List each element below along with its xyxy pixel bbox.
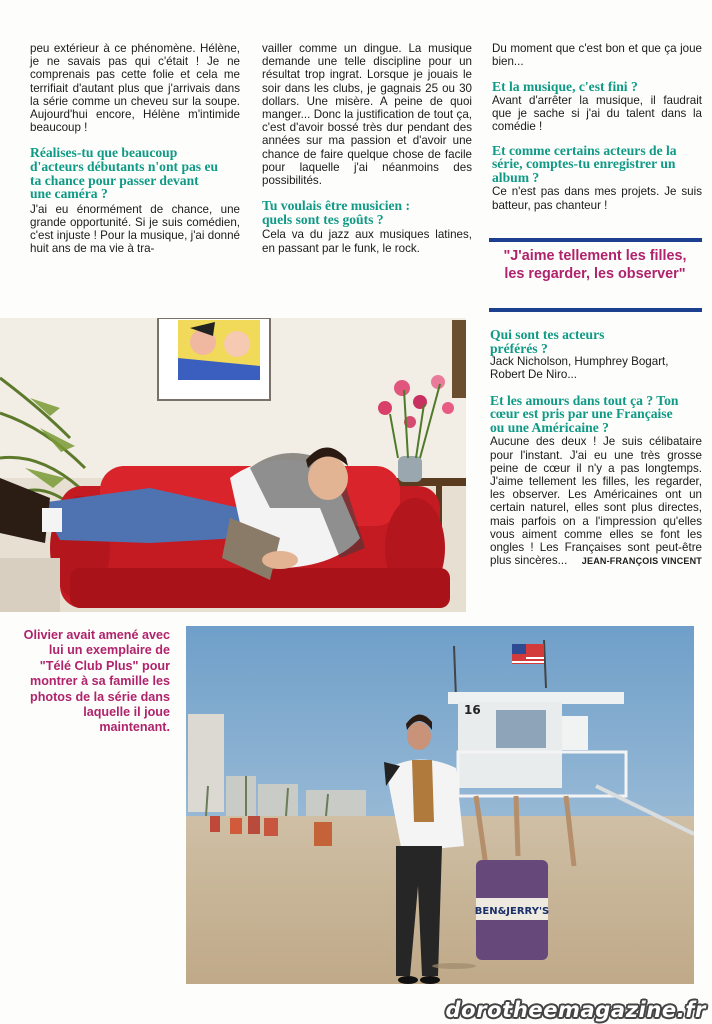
paragraph: peu extérieur à ce phénomène. Hélène, je ne savais pas qui c'était ! Je ne comprenais pas cette folie et cela me terrifiait d'autant plus que j'arrivais dans la série comme un cheveu sur la soupe. Aujourd'hui encore, Hélène m'intimide beaucoup !	[30, 42, 240, 135]
paragraph: vailler comme un dingue. La musique demande une telle discipline pour un résultat trop ingrat. Lorsque je jouais le soir dans les clubs, je gagnais 25 ou 30 dollars. Une misère. A peine de quoi manger... Donc la justification de tout ça, c'est d'avoir bossé très dur pendant des années sur ma passion et d'avoir une chance de faire quelque chose de facile pour laquelle j'ai néanmoins des possibilités.	[262, 42, 472, 188]
barrel-label: BEN&JERRY'S	[474, 906, 550, 917]
paragraph: Du moment que c'est bon et que ça joue bien...	[492, 42, 702, 69]
paragraph: Jack Nicholson, Humphrey Bogart, Robert De Niro...	[490, 355, 669, 382]
pull-quote: "J'aime tellement les filles, les regarder, les observer"	[503, 248, 687, 282]
paragraph	[490, 435, 702, 567]
column-3-top	[492, 42, 702, 212]
site-watermark: dorotheemagazine.fr	[445, 998, 706, 1022]
pull-quote-rule-bottom	[489, 308, 702, 312]
paragraph-text: Aucune des deux ! Je suis célibataire pour l'instant. J'ai eu une très grosse peine de cœur il n'y a pas longtemps. J'aime tellement les filles, les regarder, les observer. Les Américaines ont un certain naturel, elles sont plus directes, mais parfois on a l'impression qu'elles vous aiment comme elles se font les ongles ! Les Françaises sont peut-être plus sincères...	[490, 435, 702, 568]
question-heading: Et comme certains acteurs de la série, comptes-tu enregistrer un album ?	[492, 142, 677, 185]
column-2	[262, 42, 472, 255]
column-1	[30, 42, 240, 256]
question-heading: Et la musique, c'est fini ?	[492, 79, 638, 95]
tower-number: 16	[464, 703, 481, 717]
question-heading: Tu voulais être musicien : quels sont tes goûts ?	[262, 198, 411, 227]
trash-barrel	[475, 860, 549, 960]
paragraph: Avant d'arrêter la musique, il faudrait que je sache si j'ai du talent dans la comédie !	[492, 94, 702, 134]
beach-illustration	[186, 626, 694, 984]
living-room-illustration	[0, 318, 466, 612]
photo-beach	[186, 626, 694, 984]
paragraph: Ce n'est pas dans mes projets. Je suis batteur, pas chanteur !	[492, 185, 702, 212]
question-heading: Qui sont tes acteurs préférés ?	[490, 327, 605, 356]
question-heading: Réalises-tu que beaucoup d'acteurs débutants n'ont pas eu ta chance pour passer devant une caméra ?	[30, 145, 219, 202]
photo-caption: Olivier avait amené avec lui un exemplaire de "Télé Club Plus" pour montrer à sa famille les photos de la série dans laquelle il joue maintenant.	[23, 628, 170, 735]
signature: JEAN-FRANÇOIS VINCENT	[581, 556, 702, 567]
photo-living-room	[0, 318, 466, 612]
paragraph: J'ai eu énormément de chance, une grande opportunité. Si je suis comédien, c'est injuste ! Pour la musique, j'ai donné huit ans de ma vie à tra-	[30, 202, 240, 256]
pull-quote-rule-top	[489, 238, 702, 242]
column-3-bottom	[490, 328, 702, 568]
question-heading: Et les amours dans tout ça ? Ton cœur est pris par une Française ou une Américaine ?	[490, 392, 679, 435]
paragraph: Cela va du jazz aux musiques latines, en passant par le funk, le rock.	[262, 228, 472, 255]
